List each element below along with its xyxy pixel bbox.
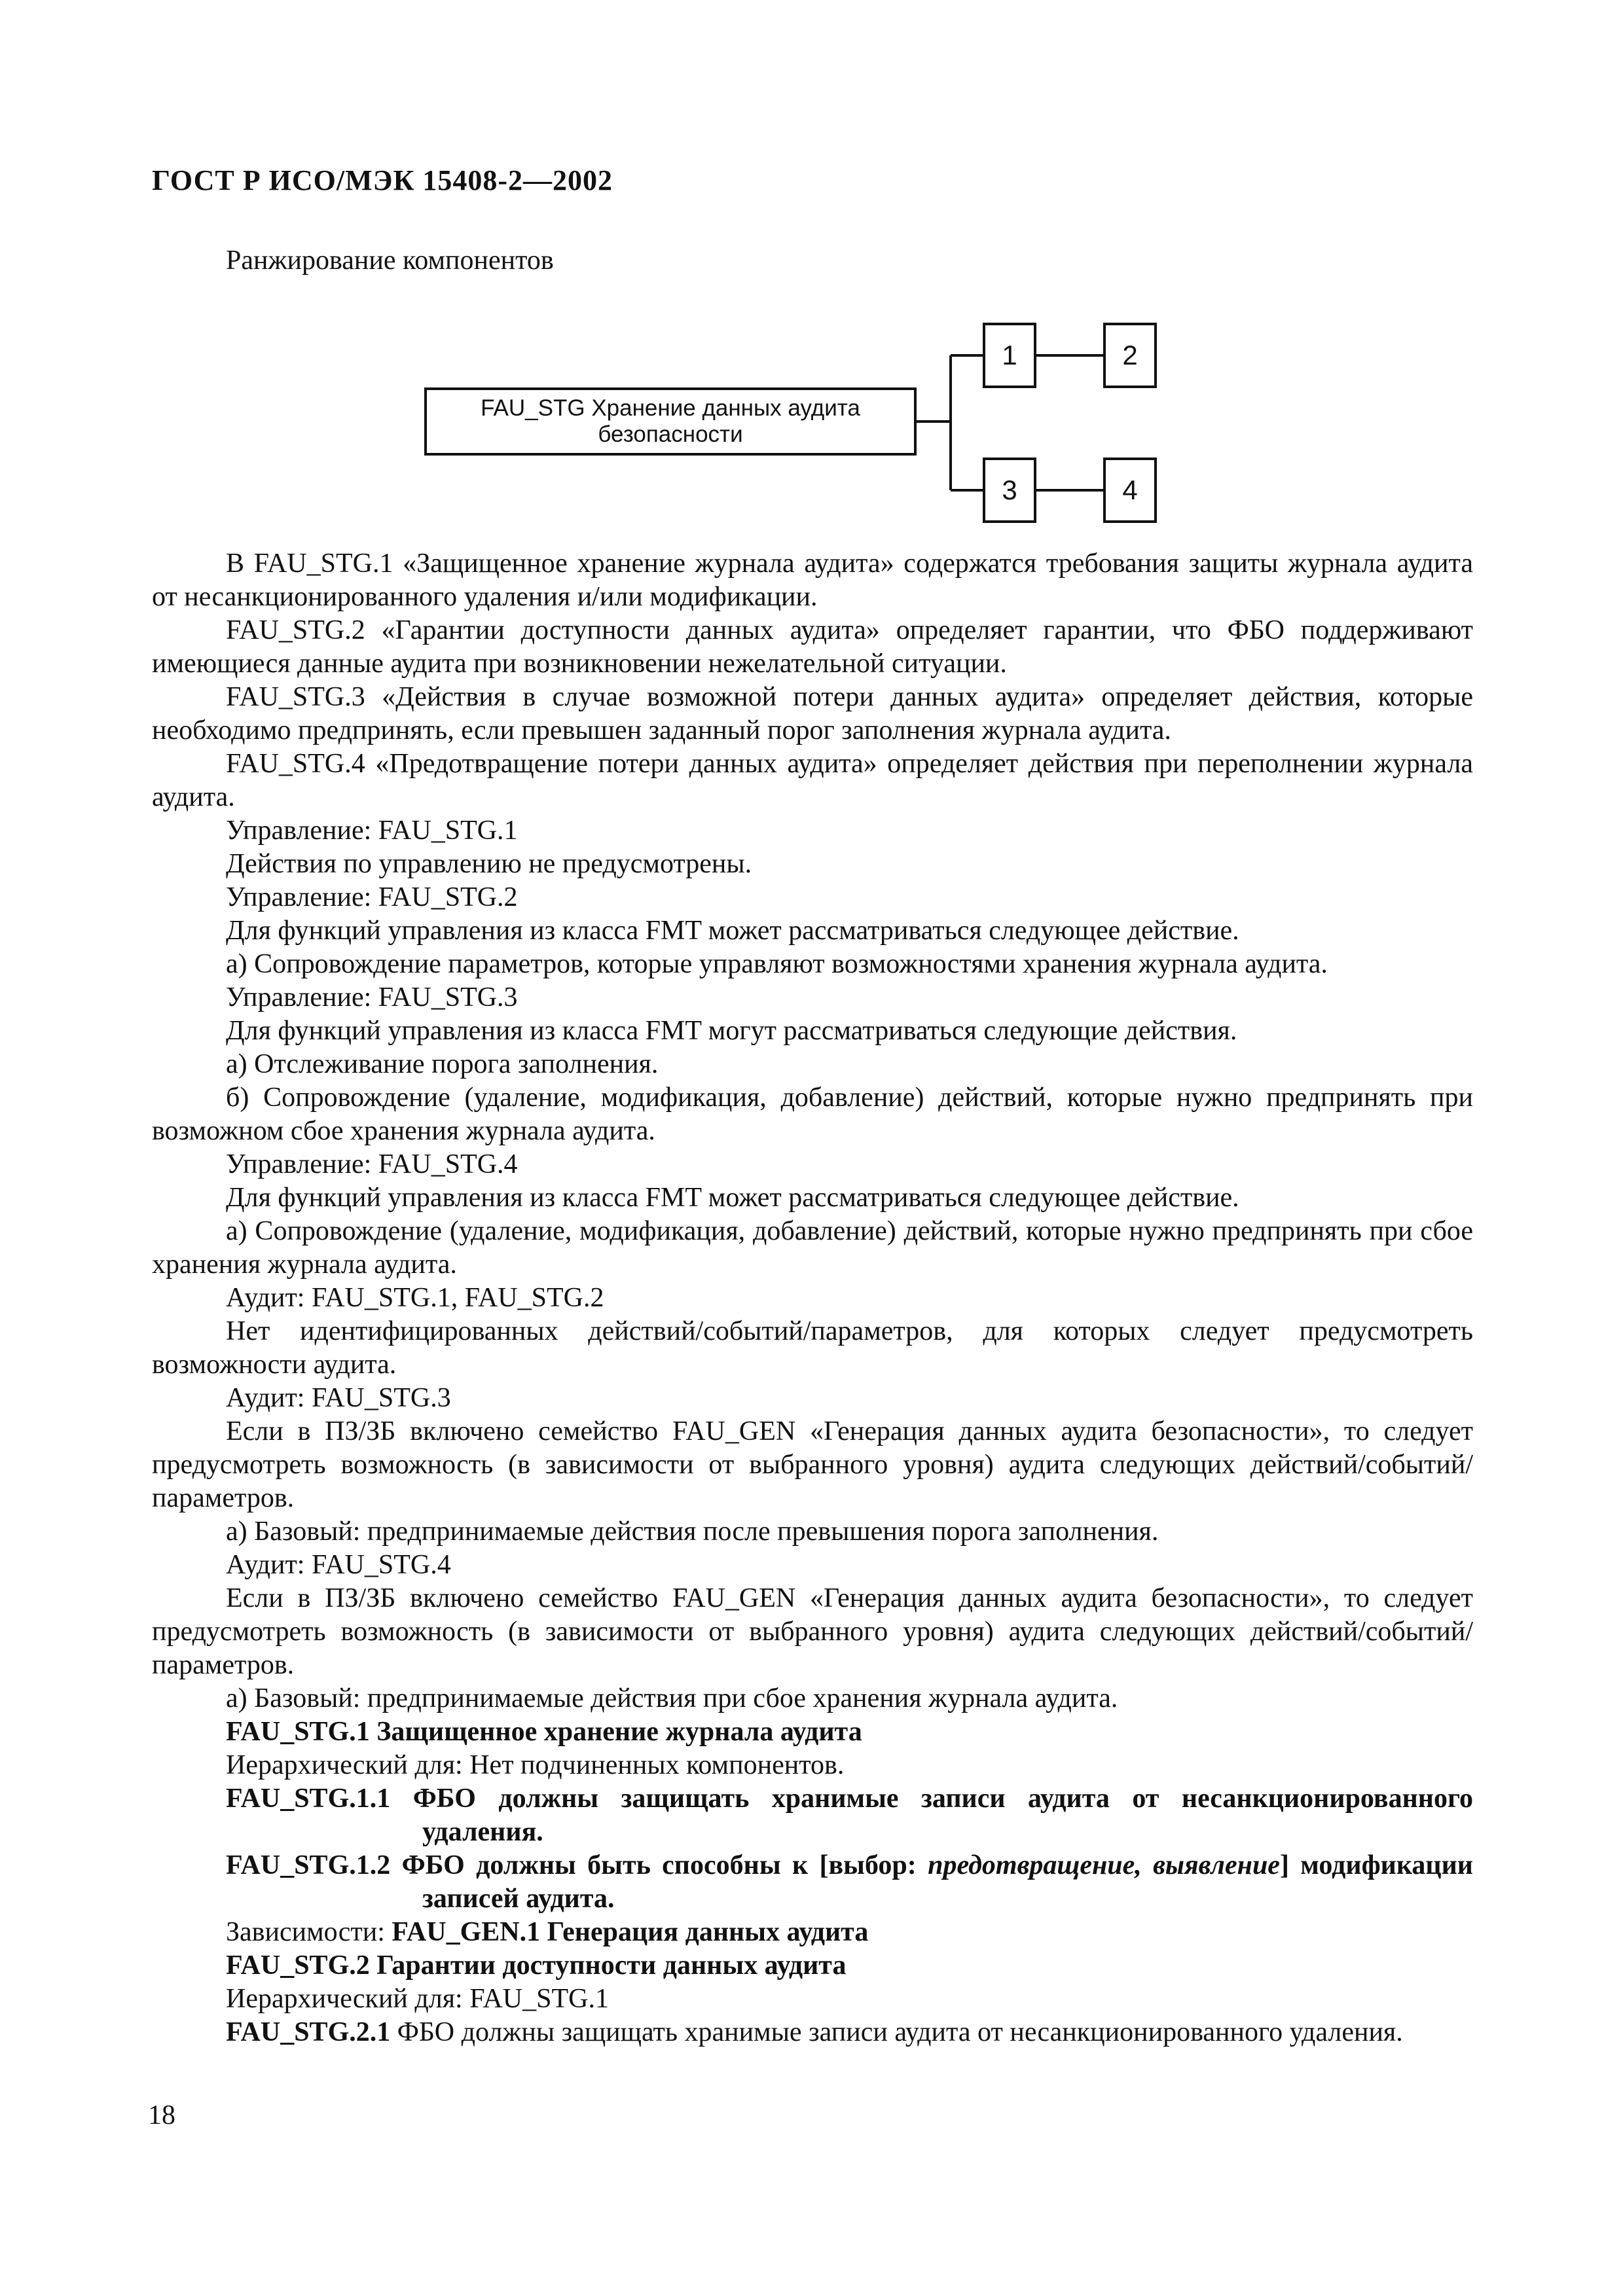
paragraph: FAU_STG.2 «Гарантии доступности данных аудита» определяет гарантии, что ФБО поддерживают имеющиеся данные аудита при возникновении нежелательной ситуации.: [152, 615, 1473, 679]
paragraph: Для функций управления из класса FMT могут рассматриваться следующие действия.: [226, 1016, 1237, 1046]
document-body: [152, 547, 1473, 2049]
page-number: 18: [148, 2100, 175, 2130]
family-label-line2: безопасности: [598, 422, 743, 447]
dependencies-label: Зависимости:: [226, 1917, 392, 1947]
selection-options: предотвращение, выявление: [928, 1850, 1280, 1880]
paragraph: Аудит: FAU_STG.3: [226, 1383, 451, 1413]
paragraph: Нет идентифицированных действий/событий/параметров, для которых следует предусмотреть возможности аудита.: [152, 1316, 1473, 1380]
family-box-label: [426, 389, 915, 454]
paragraph: а) Сопровождение (удаление, модификация, добавление) действий, которые нужно предпринять при сбое хранения журнала аудита.: [152, 1216, 1473, 1280]
paragraph: Для функций управления из класса FMT может рассматриваться следующее действие.: [226, 1183, 1239, 1213]
diagram-lines: [0, 0, 1623, 589]
requirement-text: ФБО должны защищать хранимые записи аудита от несанкционированного удаления.: [390, 2017, 1403, 2047]
section-caption: Ранжирование компонентов: [226, 245, 554, 276]
paragraph: В FAU_STG.1 «Защищенное хранение журнала аудита» содержатся требования защиты журнала аудита от несанкционированного удаления и/или модификации.: [152, 548, 1473, 612]
requirement-text: ] модификации записей аудита.: [422, 1850, 1473, 1914]
paragraph: Управление: FAU_STG.3: [226, 982, 518, 1013]
paragraph: б) Сопровождение (удаление, модификация, добавление) действий, которые нужно предпринять при возможном сбое хранения журнала аудита.: [152, 1083, 1473, 1146]
component-heading: FAU_STG.1 Защищенное хранение журнала аудита: [226, 1717, 862, 1747]
paragraph: Аудит: FAU_STG.4: [226, 1550, 451, 1580]
component-heading: FAU_STG.2 Гарантии доступности данных аудита: [226, 1950, 847, 1981]
component-label-2: 2: [1122, 340, 1138, 370]
paragraph: Иерархический для: FAU_STG.1: [226, 1984, 609, 2014]
requirement-element: [152, 1849, 1473, 1916]
paragraph: а) Базовый: предпринимаемые действия после превышения порога заполнения.: [226, 1516, 1159, 1547]
paragraph: а) Сопровождение параметров, которые управляют возможностями хранения журнала аудита.: [226, 949, 1328, 979]
paragraph: Действия по управлению не предусмотрены.: [226, 849, 752, 879]
paragraph: Если в ПЗ/ЗБ включено семейство FAU_GEN «Генерация данных аудита безопасности», то следует предусмотреть возможность (в зависимости от выбранного уровня) аудита следующих действий/событий/параметров.: [152, 1583, 1473, 1680]
component-label-4: 4: [1122, 475, 1138, 505]
component-label-1: 1: [1002, 340, 1017, 370]
paragraph: Если в ПЗ/ЗБ включено семейство FAU_GEN «Генерация данных аудита безопасности», то следует предусмотреть возможность (в зависимости от выбранного уровня) аудита следующих действий/событий/параметров.: [152, 1416, 1473, 1513]
component-leveling-diagram: [0, 0, 1623, 589]
paragraph: а) Отслеживание порога заполнения.: [226, 1049, 659, 1079]
paragraph: Управление: FAU_STG.1: [226, 816, 518, 846]
paragraph: FAU_STG.4 «Предотвращение потери данных аудита» определяет действия при переполнении журнала аудита.: [152, 749, 1473, 812]
paragraph: Управление: FAU_STG.2: [226, 882, 518, 912]
paragraph: Для функций управления из класса FMT может рассматриваться следующее действие.: [226, 916, 1239, 946]
dependencies: [152, 1916, 1473, 1949]
paragraph: FAU_STG.3 «Действия в случае возможной потери данных аудита» определяет действия, которые необходимо предпринять, если превышен заданный порог заполнения журнала аудита.: [152, 682, 1473, 745]
paragraph: а) Базовый: предпринимаемые действия при сбое хранения журнала аудита.: [226, 1683, 1118, 1713]
family-label-line1: FAU_STG Хранение данных аудита: [481, 395, 860, 421]
component-label-3: 3: [1002, 475, 1017, 505]
requirement-element: [152, 2016, 1473, 2049]
document-header: ГОСТ Р ИСО/МЭК 15408-2—2002: [152, 164, 613, 196]
dependencies-value: FAU_GEN.1 Генерация данных аудита: [392, 1917, 869, 1947]
requirement-element: FAU_STG.1.1 ФБО должны защищать хранимые записи аудита от несанкционированного удаления.: [226, 1784, 1473, 1847]
requirement-text: FAU_STG.1.2 ФБО должны быть способны к [выбор:: [226, 1850, 928, 1880]
paragraph: Аудит: FAU_STG.1, FAU_STG.2: [226, 1283, 604, 1313]
requirement-id: FAU_STG.2.1: [226, 2017, 391, 2047]
paragraph: Иерархический для: Нет подчиненных компонентов.: [226, 1750, 845, 1780]
paragraph: Управление: FAU_STG.4: [226, 1149, 518, 1179]
